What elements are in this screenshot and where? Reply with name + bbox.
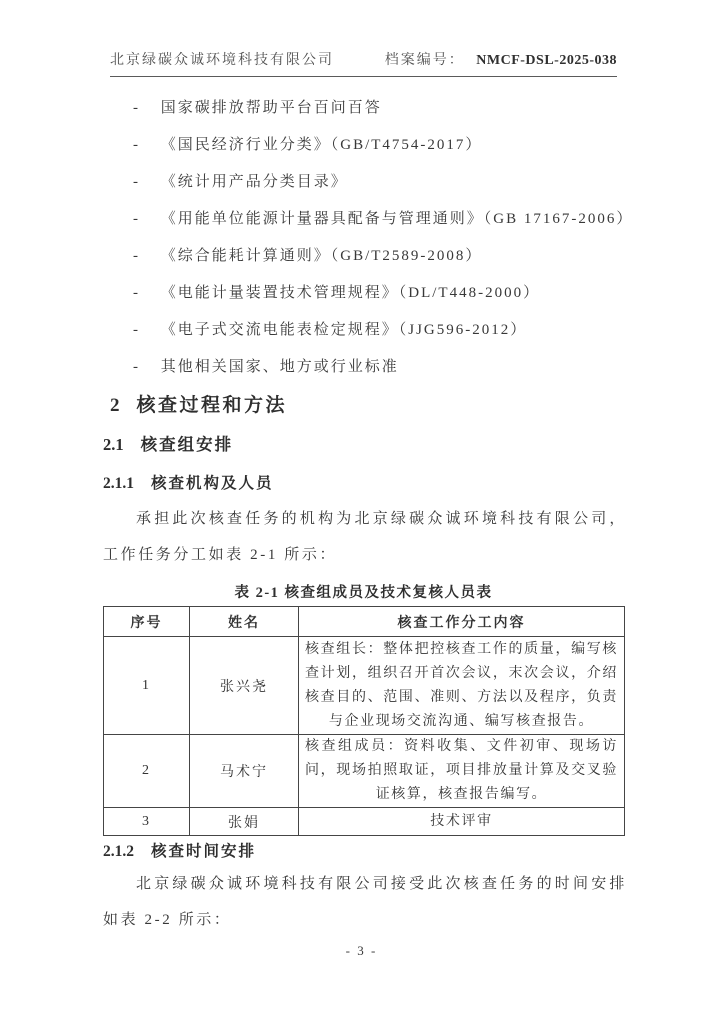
reference-text: 《综合能耗计算通则》（GB/T2589-2008） (160, 248, 483, 264)
table-caption: 表 2-1 核查组成员及技术复核人员表 (234, 585, 493, 601)
reference-text: 《电能计量装置技术管理规程》（DL/T448-2000） (160, 285, 541, 301)
reference-text: 《统计用产品分类目录》 (160, 174, 348, 190)
table-header-row (104, 607, 625, 637)
company-name: 北京绿碳众诚环境科技有限公司 (110, 53, 334, 68)
paragraph-2-1-1: 承担此次核查任务的机构为北京绿碳众诚环境科技有限公司，工作任务分工如表 2-1 所示： (103, 511, 627, 563)
list-item (133, 127, 653, 164)
table-row (104, 637, 625, 735)
dash-bullet: - (133, 100, 138, 116)
list-item (133, 238, 653, 275)
section-number: 2.1 (103, 435, 124, 454)
table-row (104, 735, 625, 808)
section-title: 核查过程和方法 (136, 395, 288, 416)
archive-number-group (385, 49, 617, 69)
cell-serial-number: 1 (104, 637, 190, 735)
cell-serial-number: 3 (104, 808, 190, 836)
reference-list (133, 90, 653, 386)
dash-bullet: - (133, 359, 138, 375)
section-number: 2.1.1 (103, 475, 134, 492)
reference-text: 《用能单位能源计量器具配备与管理通则》（GB 17167-2006） (160, 211, 634, 227)
reference-text: 《电子式交流电能表检定规程》（JJG596-2012） (160, 322, 528, 338)
section-title: 核查时间安排 (151, 843, 257, 860)
dash-bullet: - (133, 211, 138, 227)
archive-label: 档案编号： (384, 53, 465, 68)
paragraph-2-1-2: 北京绿碳众诚环境科技有限公司接受此次核查任务的时间安排如表 2-2 所示： (103, 876, 627, 928)
list-item (133, 312, 653, 349)
dash-bullet: - (133, 174, 138, 190)
section-heading-2-1 (103, 431, 233, 455)
list-item (133, 201, 653, 238)
section-title: 核查机构及人员 (151, 475, 274, 492)
col-header-no: 序号 (104, 607, 190, 637)
cell-duty: 核查组长：整体把控核查工作的质量，编写核查计划，组织召开首次会议，末次会议，介绍核查目的、范围、准则、方法以及程序，负责与企业现场交流沟通、编写核查报告。 (299, 637, 625, 735)
archive-number: NMCF-DSL-2025-038 (476, 53, 617, 68)
reference-text: 国家碳排放帮助平台百问百答 (160, 100, 382, 116)
section-heading-2-1-2 (103, 839, 256, 861)
section-heading-2-1-1 (103, 471, 274, 493)
members-table (103, 606, 625, 836)
col-header-name: 姓名 (190, 607, 299, 637)
section-title: 核查组安排 (140, 435, 234, 454)
cell-serial-number: 2 (104, 735, 190, 808)
list-item (133, 275, 653, 312)
list-item (133, 90, 653, 127)
page-number: - 3 - (345, 943, 378, 958)
section-number: 2.1.2 (103, 843, 134, 860)
col-header-duty: 核查工作分工内容 (299, 607, 625, 637)
list-item (133, 164, 653, 201)
cell-name: 马术宁 (190, 735, 299, 808)
cell-duty: 技术评审 (299, 808, 625, 836)
reference-text: 《国民经济行业分类》（GB/T4754-2017） (160, 137, 483, 153)
dash-bullet: - (133, 285, 138, 301)
table-row (104, 808, 625, 836)
reference-text: 其他相关国家、地方或行业标准 (160, 359, 399, 375)
cell-duty: 核查组成员：资料收集、文件初审、现场访问，现场拍照取证，项目排放量计算及交叉验证核算，核查报告编写。 (299, 735, 625, 808)
dash-bullet: - (133, 248, 138, 264)
dash-bullet: - (133, 322, 138, 338)
section-number: 2 (110, 395, 120, 416)
cell-name: 张娟 (190, 808, 299, 836)
page-header (110, 49, 617, 77)
cell-name: 张兴尧 (190, 637, 299, 735)
section-heading-2 (110, 390, 287, 417)
list-item (133, 349, 653, 386)
dash-bullet: - (133, 137, 138, 153)
